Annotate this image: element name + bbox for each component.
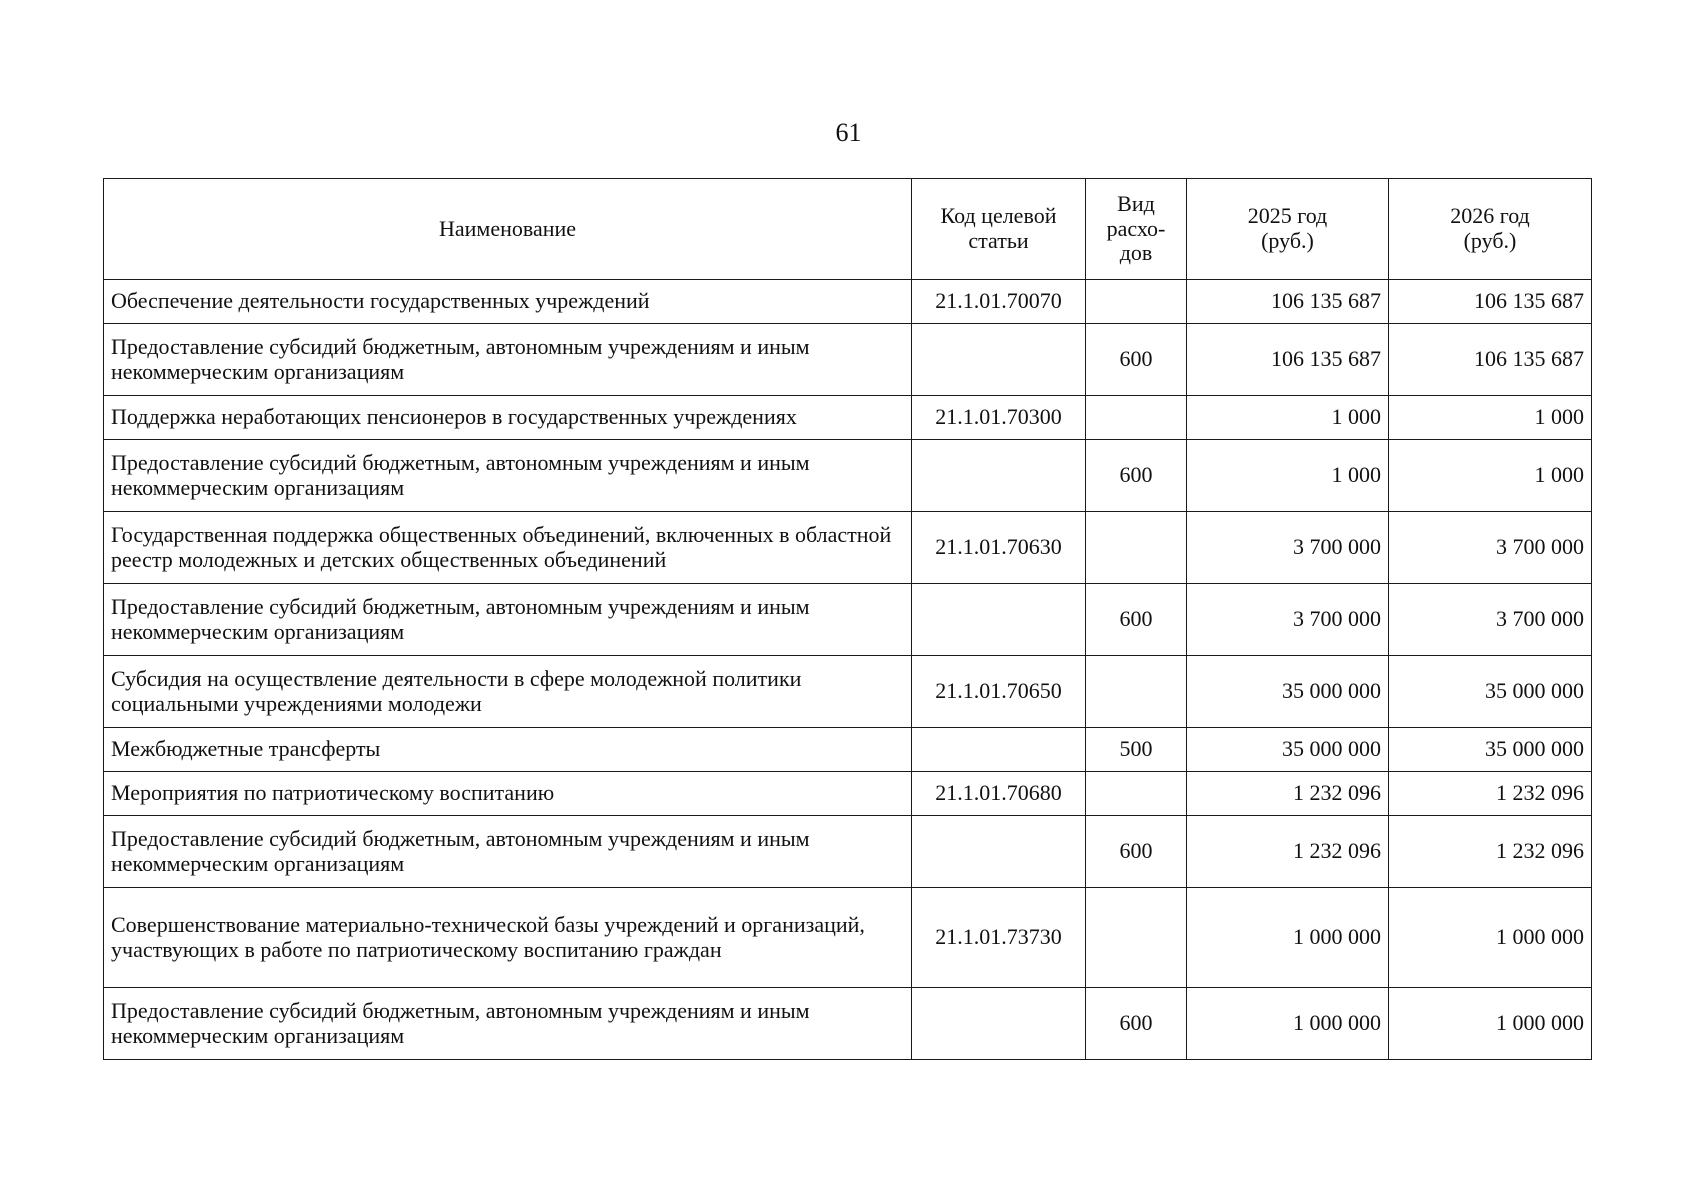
- row-type: 600: [1086, 988, 1187, 1060]
- row-code: 21.1.01.73730: [912, 888, 1086, 988]
- row-2025: 1 232 096: [1187, 816, 1389, 888]
- row-name: Предоставление субсидий бюджетным, автономным учреждениям и иным некоммерческим организациям: [104, 440, 912, 512]
- table-row: [104, 324, 1592, 396]
- table-row: [104, 512, 1592, 584]
- table-row: [104, 772, 1592, 816]
- header-type: Вид расхо- дов: [1086, 179, 1187, 280]
- row-code: 21.1.01.70300: [912, 396, 1086, 440]
- row-2026: 1 000 000: [1389, 988, 1592, 1060]
- row-2026: 35 000 000: [1389, 656, 1592, 728]
- row-type: 500: [1086, 728, 1187, 772]
- row-2026: 106 135 687: [1389, 280, 1592, 324]
- table-row: [104, 728, 1592, 772]
- row-2026: 106 135 687: [1389, 324, 1592, 396]
- row-name: Предоставление субсидий бюджетным, автономным учреждениям и иным некоммерческим организациям: [104, 988, 912, 1060]
- table-row: [104, 988, 1592, 1060]
- row-code: [912, 440, 1086, 512]
- row-2026: 1 000: [1389, 396, 1592, 440]
- row-code: 21.1.01.70070: [912, 280, 1086, 324]
- row-2025: 35 000 000: [1187, 728, 1389, 772]
- header-name: Наименование: [104, 179, 912, 280]
- table-row: [104, 584, 1592, 656]
- row-type: [1086, 888, 1187, 988]
- row-code: 21.1.01.70650: [912, 656, 1086, 728]
- row-name: Совершенствование материально-технической базы учреждений и организаций, участвующих в работе по патриотическому воспитанию граждан: [104, 888, 912, 988]
- table-row: [104, 816, 1592, 888]
- row-type: [1086, 656, 1187, 728]
- row-code: [912, 728, 1086, 772]
- row-2025: 106 135 687: [1187, 324, 1389, 396]
- table-row: [104, 280, 1592, 324]
- row-2026: 1 232 096: [1389, 816, 1592, 888]
- row-type: 600: [1086, 324, 1187, 396]
- header-2025: 2025 год (руб.): [1187, 179, 1389, 280]
- row-name: Предоставление субсидий бюджетным, автономным учреждениям и иным некоммерческим организациям: [104, 584, 912, 656]
- row-2026: 1 000 000: [1389, 888, 1592, 988]
- table-row: [104, 440, 1592, 512]
- row-2025: 35 000 000: [1187, 656, 1389, 728]
- row-type: 600: [1086, 440, 1187, 512]
- row-name: Предоставление субсидий бюджетным, автономным учреждениям и иным некоммерческим организациям: [104, 816, 912, 888]
- row-code: [912, 816, 1086, 888]
- row-2026: 3 700 000: [1389, 584, 1592, 656]
- row-code: 21.1.01.70680: [912, 772, 1086, 816]
- header-2026: 2026 год (руб.): [1389, 179, 1592, 280]
- row-type: 600: [1086, 584, 1187, 656]
- row-type: [1086, 772, 1187, 816]
- row-2025: 1 000: [1187, 440, 1389, 512]
- header-code: Код целевой статьи: [912, 179, 1086, 280]
- row-2026: 1 000: [1389, 440, 1592, 512]
- row-2025: 3 700 000: [1187, 512, 1389, 584]
- row-name: Обеспечение деятельности государственных учреждений: [104, 280, 912, 324]
- row-2025: 1 000 000: [1187, 988, 1389, 1060]
- table-row: [104, 396, 1592, 440]
- row-name: Мероприятия по патриотическому воспитанию: [104, 772, 912, 816]
- row-type: [1086, 512, 1187, 584]
- row-name: Государственная поддержка общественных объединений, включенных в областной реестр молодежных и детских общественных объединений: [104, 512, 912, 584]
- row-code: [912, 584, 1086, 656]
- row-2025: 1 000 000: [1187, 888, 1389, 988]
- row-2026: 3 700 000: [1389, 512, 1592, 584]
- row-name: Субсидия на осуществление деятельности в сфере молодежной политики социальными учреждениями молодежи: [104, 656, 912, 728]
- row-2026: 1 232 096: [1389, 772, 1592, 816]
- row-type: 600: [1086, 816, 1187, 888]
- page-number: 61: [835, 118, 862, 147]
- budget-table: [103, 178, 1592, 1060]
- row-code: [912, 324, 1086, 396]
- row-name: Межбюджетные трансферты: [104, 728, 912, 772]
- row-2025: 1 000: [1187, 396, 1389, 440]
- row-2026: 35 000 000: [1389, 728, 1592, 772]
- row-2025: 3 700 000: [1187, 584, 1389, 656]
- row-2025: 106 135 687: [1187, 280, 1389, 324]
- row-type: [1086, 396, 1187, 440]
- table-row: [104, 656, 1592, 728]
- row-2025: 1 232 096: [1187, 772, 1389, 816]
- row-code: [912, 988, 1086, 1060]
- table-header-row: [104, 179, 1592, 280]
- table-row: [104, 888, 1592, 988]
- row-name: Предоставление субсидий бюджетным, автономным учреждениям и иным некоммерческим организациям: [104, 324, 912, 396]
- row-type: [1086, 280, 1187, 324]
- row-name: Поддержка неработающих пенсионеров в государственных учреждениях: [104, 396, 912, 440]
- row-code: 21.1.01.70630: [912, 512, 1086, 584]
